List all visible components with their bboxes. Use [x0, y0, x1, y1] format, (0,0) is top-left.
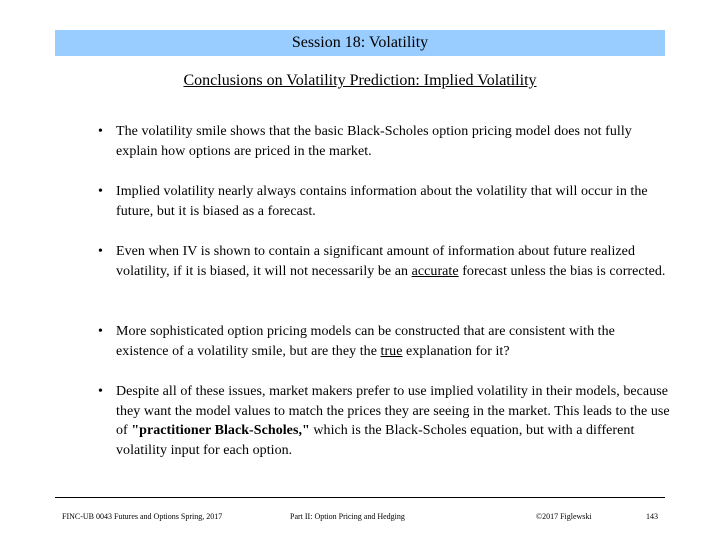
- bullet-text-post: explanation for it?: [402, 343, 510, 359]
- session-title: Session 18: Volatility: [291, 34, 429, 51]
- bullet-item-2: [100, 182, 670, 222]
- bullet-list: [100, 122, 670, 460]
- footer-part: Part II: Option Pricing and Hedging: [290, 512, 405, 521]
- bullet-item-4: [100, 322, 670, 362]
- bullet-dot-icon: •: [98, 244, 103, 259]
- bullet-text-post: forecast unless the bias is corrected.: [458, 263, 666, 279]
- slide-subtitle: Conclusions on Volatility Prediction: Implied Volatility: [183, 72, 537, 89]
- bullet-dot-icon: •: [98, 184, 103, 199]
- bullet-text: The volatility smile shows that the basic Black-Scholes option pricing model does not fully explain how options are priced in the market.: [116, 124, 632, 159]
- bullet-item-1: [100, 122, 670, 162]
- bullet-text-post: which is the Black-Scholes equation, but with a different volatility input for each option.: [116, 423, 635, 458]
- bullet-bold-term: "practitioner Black-Scholes,": [131, 423, 310, 438]
- footer-page-number: 143: [646, 512, 658, 521]
- bullet-text-pre: Despite all of these issues, market makers prefer to use implied volatility in their models, because they want the model values to match the prices they are seeing in the market. This leads to the use of: [116, 384, 670, 438]
- bullet-dot-icon: •: [98, 384, 103, 399]
- footer-divider: [55, 497, 665, 498]
- bullet-dot-icon: •: [98, 324, 103, 339]
- footer-course: FINC-UB 0043 Futures and Options Spring, 2017: [62, 512, 223, 521]
- session-header: [55, 30, 665, 56]
- bullet-text-pre: Even when IV is shown to contain a significant amount of information about future realized volatility, if it is biased, it will not necessarily be an: [116, 244, 635, 279]
- bullet-item-5: [100, 382, 670, 460]
- bullet-text-pre: More sophisticated option pricing models can be constructed that are consistent with the existence of a volatility smile, but are they the: [116, 324, 615, 359]
- bullet-emphasis: accurate: [411, 263, 459, 279]
- bullet-text: Implied volatility nearly always contains information about the volatility that will occur in the future, but it is biased as a forecast.: [116, 184, 648, 219]
- bullet-item-3: [100, 242, 670, 302]
- bullet-dot-icon: •: [98, 124, 103, 139]
- footer-copyright: ©2017 Figlewski: [536, 512, 592, 521]
- bullet-emphasis: true: [380, 343, 403, 359]
